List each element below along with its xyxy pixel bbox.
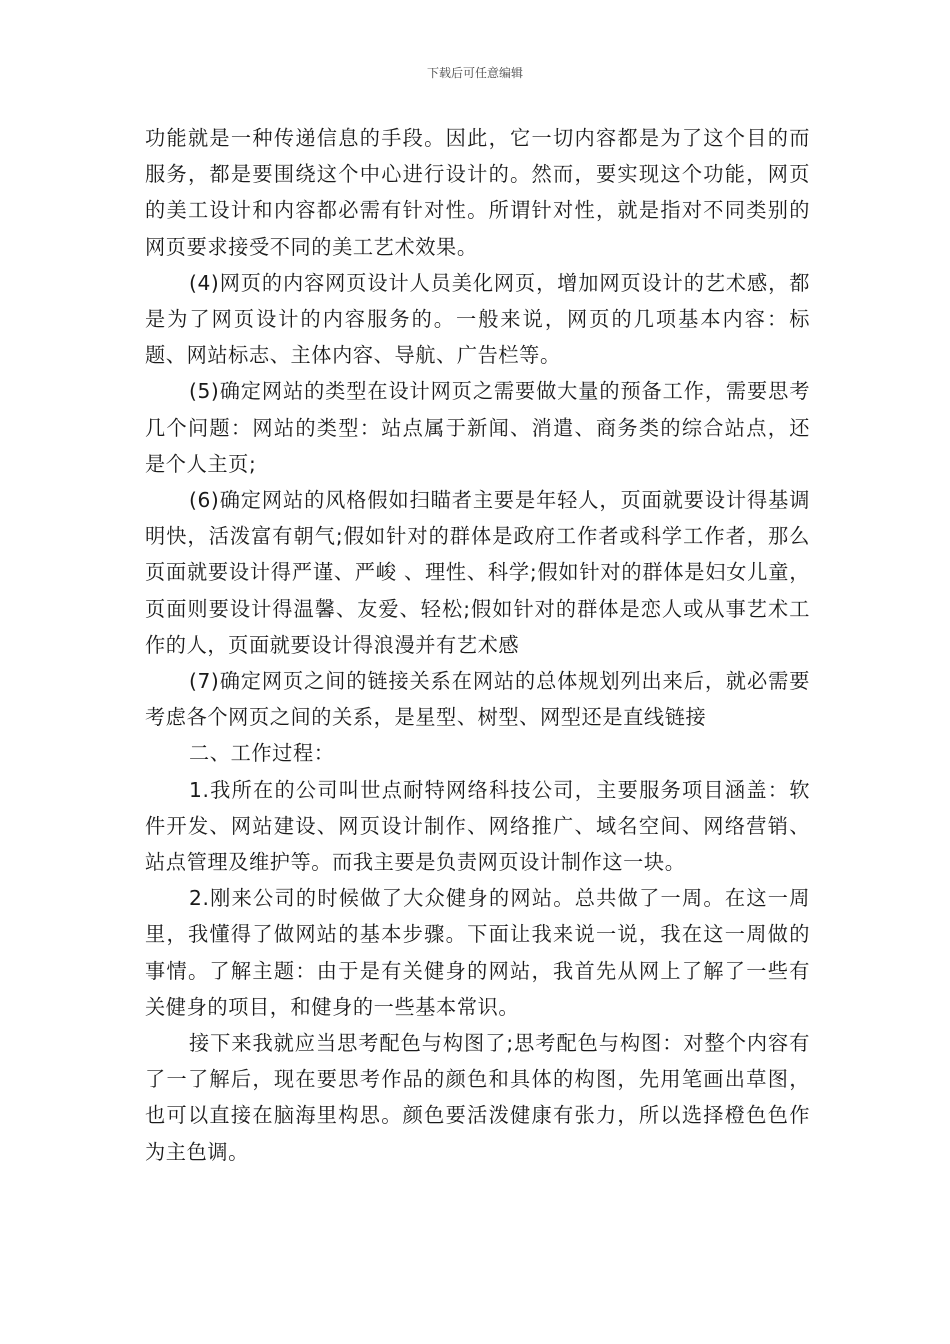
paragraph-5: (7)确定网页之间的链接关系在网站的总体规划列出来后，就必需要考虑各个网页之间的关系，是星型、树型、网型还是直线链接 bbox=[145, 669, 810, 730]
paragraph-1: 功能就是一种传递信息的手段。因此，它一切内容都是为了这个目的而服务，都是要围绕这个中心进行设计的。然而，要实现这个功能，网页的美工设计和内容都必需有针对性。所谓针对性，就是指对不同类别的网页要求接受不同的美工艺术效果。 bbox=[145, 126, 810, 259]
section-heading: 二、工作过程： bbox=[189, 741, 335, 766]
paragraph-2: (4)网页的内容网页设计人员美化网页，增加网页设计的艺术感，都是为了网页设计的内容服务的。一般来说，网页的几项基本内容：标题、网站标志、主体内容、导航、广告栏等。 bbox=[145, 270, 810, 368]
paragraph-3: (5)确定网站的类型在设计网页之需要做大量的预备工作，需要思考几个问题：网站的类型：站点属于新闻、消遣、商务类的综合站点，还是个人主页; bbox=[145, 379, 810, 476]
paragraph-4: (6)确定网站的风格假如扫瞄者主要是年轻人，页面就要设计得基调明快，活泼富有朝气;假如针对的群体是政府工作者或科学工作者，那么页面就要设计得严谨、严峻 、理性、科学;假如针对的群体是妇女儿童，页面则要设计得温馨、友爱、轻松;假如针对的群体是恋人或从事艺术工作的人，页面就要设计得浪漫并有艺术感 bbox=[145, 488, 810, 657]
page-header: 下载后可任意编辑 bbox=[426, 66, 523, 80]
paragraph-9: 接下来我就应当思考配色与构图了;思考配色与构图：对整个内容有了一了解后，现在要思考作品的颜色和具体的构图，先用笔画出草图，也可以直接在脑海里构思。颜色要活泼健康有张力，所以选择橙色色作为主色调。 bbox=[145, 1031, 810, 1164]
paragraph-8: 2.刚来公司的时候做了大众健身的网站。总共做了一周。在这一周里，我懂得了做网站的基本步骤。下面让我来说一说，我在这一周做的事情。了解主题：由于是有关健身的网站，我首先从网上了解了一些有关健身的项目，和健身的一些基本常识。 bbox=[145, 886, 810, 1019]
document-body bbox=[145, 120, 810, 1170]
paragraph-7: 1.我所在的公司叫世点耐特网络科技公司，主要服务项目涵盖：软件开发、网站建设、网页设计制作、网络推广、域名空间、网络营销、站点管理及维护等。而我主要是负责网页设计制作这一块。 bbox=[145, 777, 810, 875]
